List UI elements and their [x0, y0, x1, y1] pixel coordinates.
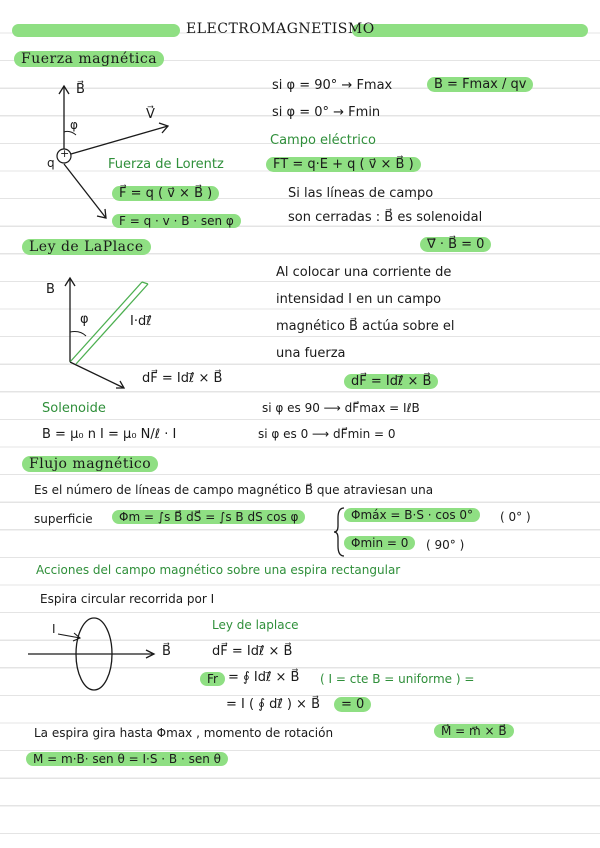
label-phi: φ [70, 118, 78, 132]
zero-result: = 0 [334, 697, 371, 712]
espira-label-b: B⃗ [162, 644, 171, 659]
campo-electrico-label: Campo eléctrico [270, 133, 376, 148]
phi-min-note: ( 90° ) [426, 538, 465, 552]
lineas-line-2: son cerradas : B⃗ es solenoidal [288, 210, 483, 225]
si-90-line: si φ = 90° → Fmax [272, 78, 393, 93]
phi-m-formula: Φm = ∫s B⃗ dS⃗ = ∫s B dS cos φ [112, 510, 305, 524]
laplace-heading: Ley de LaPlace [22, 239, 151, 255]
laplace-label-phi: φ [80, 312, 89, 327]
momento-definition: M⃗ = m⃗ × B⃗ [434, 724, 514, 738]
laplace-label-idl: I·dℓ⃗ [130, 314, 152, 329]
fr-label: Fr [200, 672, 225, 686]
laplace-si-90: si φ es 90 ⟶ dF⃗max = IℓB [262, 401, 420, 415]
laplace-text-1: Al colocar una corriente de [276, 265, 452, 280]
si-0-line: si φ = 0° → Fmin [272, 105, 381, 120]
superficie-label: superficie [34, 512, 93, 526]
momento-formula: M = m·B· sen θ = I·S · B · sen θ [26, 752, 228, 766]
b-definition: B = Fmax / qv [427, 77, 533, 92]
divergence-b-formula: ∇⃗ · B⃗ = 0 [420, 237, 491, 252]
laplace-label-b: B [46, 282, 55, 297]
espira-label: Espira circular recorrida por I [40, 592, 215, 606]
lineas-line-1: Si las líneas de campo [288, 186, 434, 201]
gira-line: La espira gira hasta Φmax , momento de rotación [34, 726, 334, 740]
espira-df-formula: dF⃗ = Idℓ⃗ × B⃗ [212, 644, 293, 659]
fr-equation: = ∮ Idℓ⃗ × B⃗ [228, 670, 300, 685]
lorentz-label: Fuerza de Lorentz [108, 157, 224, 172]
fr-note: ( I = cte B = uniforme ) = [320, 672, 475, 686]
solenoide-formula: B = μ₀ n I = μ₀ N/ℓ · I [42, 427, 177, 442]
ft-formula: FT = q·E + q ( v⃗ × B⃗ ) [266, 157, 421, 172]
label-v-vector: V⃗ [146, 107, 155, 122]
phi-max-note: ( 0° ) [500, 510, 531, 524]
page-title: ELECTROMAGNETISMO [186, 21, 375, 37]
laplace-text-2: intensidad I en un campo [276, 292, 442, 307]
charge-sign: + [60, 147, 70, 160]
integral-line: = I ( ∮ dℓ⃗ ) × B⃗ [226, 697, 321, 712]
laplace-sub-label: Ley de laplace [212, 618, 299, 632]
laplace-text-3: magnético B⃗ actúa sobre el [276, 319, 455, 334]
flujo-line-1: Es el número de líneas de campo magnético B⃗ que atraviesan una [34, 483, 434, 497]
lorentz-vector-formula: F⃗ = q ( v⃗ × B⃗ ) [112, 186, 219, 201]
title-bar-left [12, 24, 180, 37]
title-bar-right [352, 24, 588, 37]
acciones-heading: Acciones del campo magnético sobre una espira rectangular [36, 563, 401, 577]
laplace-text-4: una fuerza [276, 346, 346, 361]
label-b-vector: B⃗ [76, 82, 85, 97]
fuerza-magnetica-heading: Fuerza magnética [14, 51, 164, 67]
laplace-si-0: si φ es 0 ⟶ dF⃗min = 0 [258, 427, 396, 441]
flujo-heading: Flujo magnético [22, 456, 158, 472]
espira-label-i: I [52, 622, 56, 636]
label-charge-q: q [47, 156, 55, 170]
phi-min-formula: Φmin = 0 [344, 536, 415, 550]
solenoide-label: Solenoide [42, 401, 106, 416]
lorentz-scalar-formula: F = q · v · B · sen φ [112, 214, 241, 228]
df-right-formula: dF⃗ = Idℓ⃗ × B⃗ [344, 374, 438, 389]
phi-max-formula: Φmáx = B·S · cos 0° [344, 508, 480, 522]
df-left-formula: dF⃗ = Idℓ⃗ × B⃗ [142, 371, 223, 386]
